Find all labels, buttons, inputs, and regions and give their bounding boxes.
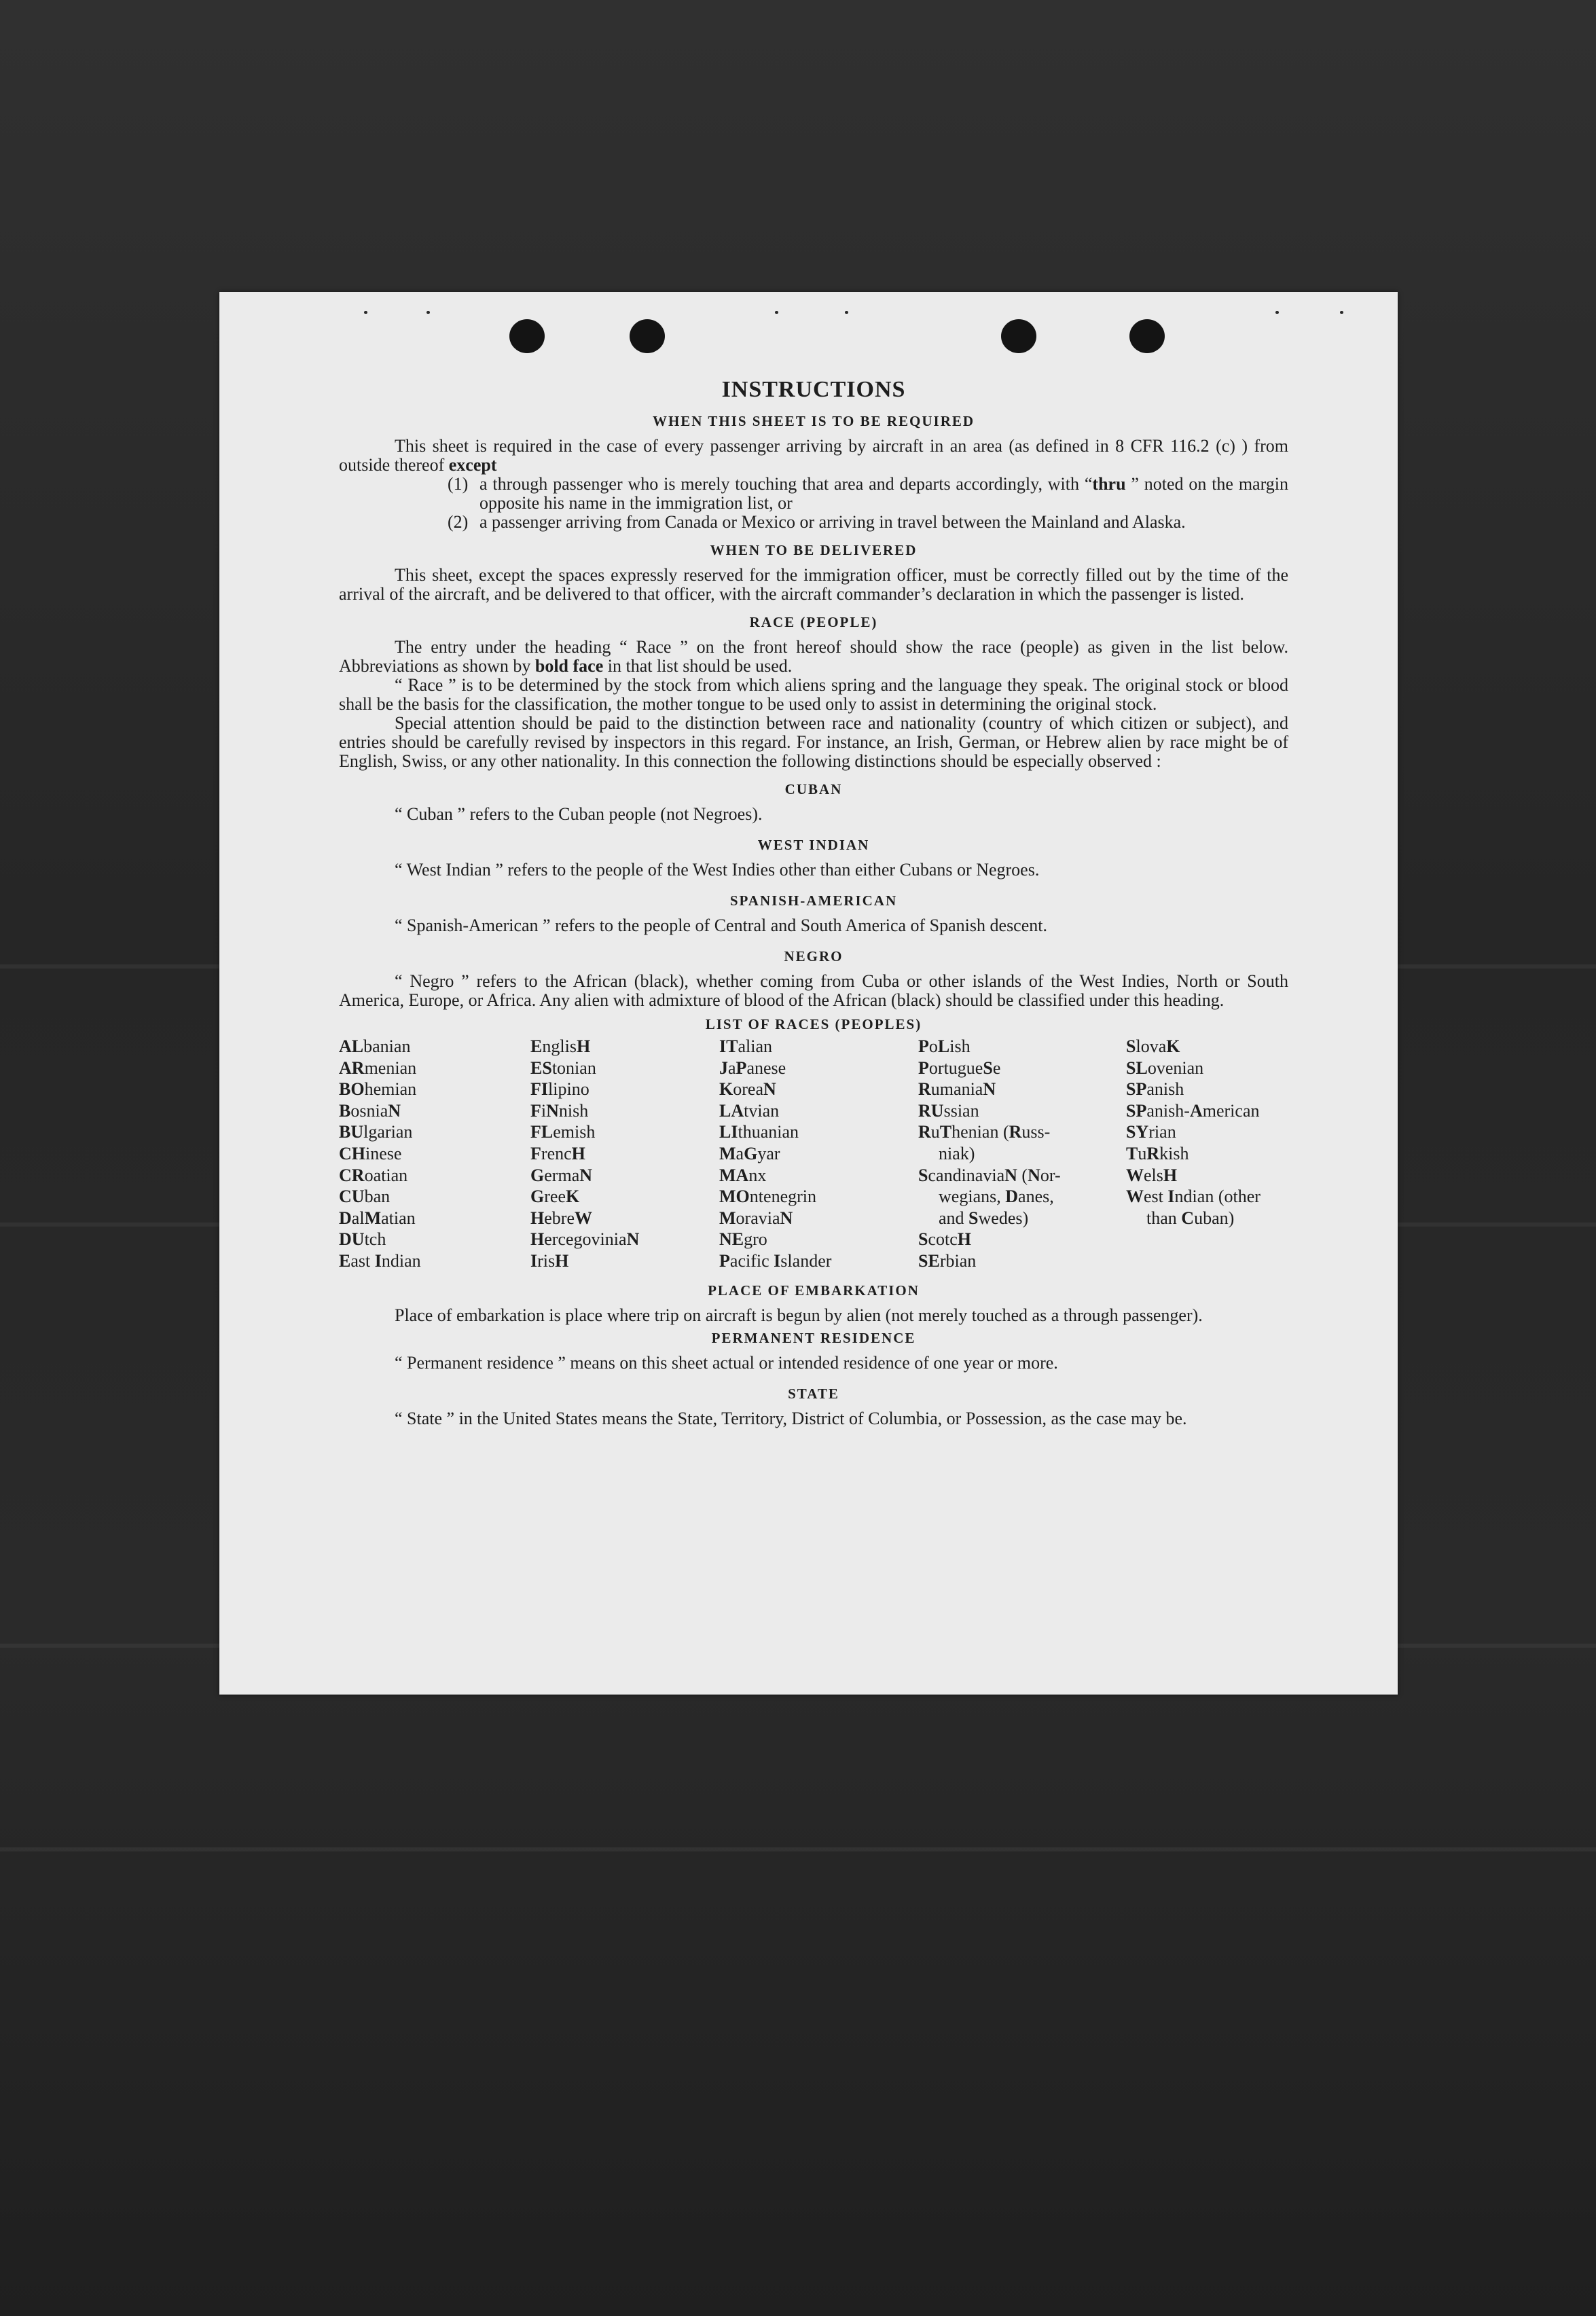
race-entry: GermaN — [530, 1165, 593, 1185]
race-entry: FrencH — [530, 1143, 585, 1163]
race-paragraph-1: The entry under the heading “ Race ” on the front hereof should show the race (people) as given in the list below. Abbreviations as shown by bold face in that list should be used. — [339, 637, 1288, 676]
race-column-1 — [339, 1036, 530, 1272]
race-column-4 — [918, 1036, 1126, 1272]
race-entry: FIlipino — [530, 1079, 590, 1100]
section-heading-residence: PERMANENT RESIDENCE — [711, 1329, 916, 1346]
race-entry: East Indian — [339, 1250, 421, 1271]
state-text: “ State ” in the United States means the State, Territory, District of Columbia, or Possession, as the case may be. — [395, 1408, 1187, 1428]
race-column-3 — [719, 1036, 918, 1272]
race-entry: ScotcH — [918, 1229, 972, 1250]
race-entry: IrisH — [530, 1250, 569, 1271]
race-entry: RuThenian (Russ- — [918, 1122, 1051, 1142]
race-entry: BosniaN — [339, 1100, 401, 1121]
paper-speck — [1275, 311, 1279, 314]
paper-speck — [775, 311, 778, 314]
race-entry: ITalian — [719, 1036, 773, 1056]
race-entry: SLovenian — [1126, 1057, 1204, 1078]
section-heading-race-list: LIST OF RACES (PEOPLES) — [705, 1016, 922, 1032]
punch-hole — [1001, 319, 1036, 353]
embarkation-text: Place of embarkation is place where trip on aircraft is begun by alien (not merely touched as a through passenger). — [395, 1305, 1203, 1325]
exception-number: (2) — [448, 512, 469, 532]
race-entry: Pacific Islander — [719, 1250, 832, 1271]
race-entry: RumaniaN — [918, 1079, 996, 1100]
race-entry: SErbian — [918, 1250, 977, 1271]
race-entry: SPanish — [1126, 1079, 1184, 1100]
race-entry: West Indian (other — [1126, 1187, 1261, 1207]
section-heading-spanish-american: SPANISH-AMERICAN — [729, 892, 898, 909]
punch-hole — [630, 319, 665, 353]
race-entry: LIthuanian — [719, 1122, 799, 1142]
race-entry: ScandinaviaN (Nor- — [918, 1165, 1061, 1185]
race-entry: GreeK — [530, 1187, 580, 1207]
race-entry: LAtvian — [719, 1100, 780, 1121]
race-list — [339, 1036, 1288, 1272]
race-entry: MOntenegrin — [719, 1187, 817, 1207]
section-heading-race: RACE (PEOPLE) — [749, 614, 878, 630]
required-intro — [339, 437, 1288, 475]
paper-speck — [364, 311, 367, 314]
document-page — [219, 292, 1398, 1695]
punch-hole — [1129, 319, 1165, 353]
race-entry: wegians, Danes, — [939, 1187, 1054, 1207]
paper-speck — [427, 311, 430, 314]
race-entry: BUlgarian — [339, 1122, 413, 1142]
race-entry: FiNnish — [530, 1100, 589, 1121]
section-heading-delivered: WHEN TO BE DELIVERED — [710, 542, 918, 558]
section-heading-west-indian: WEST INDIAN — [757, 837, 870, 853]
section-heading-required: WHEN THIS SHEET IS TO BE REQUIRED — [652, 413, 975, 429]
race-entry: RUssian — [918, 1100, 979, 1121]
exception-item-2 — [448, 513, 1288, 532]
paper-speck — [845, 311, 848, 314]
instructions-content — [339, 377, 1288, 1428]
punch-hole — [509, 319, 545, 353]
race-entry: PoLish — [918, 1036, 971, 1056]
race-entry: MaGyar — [719, 1143, 780, 1163]
race-entry: SlovaK — [1126, 1036, 1180, 1056]
race-entry: EnglisH — [530, 1036, 591, 1056]
section-heading-state: STATE — [788, 1385, 839, 1402]
race-entry: HebreW — [530, 1208, 592, 1228]
race-entry: KoreaN — [719, 1079, 776, 1100]
spanish-american-text: “ Spanish-American ” refers to the people of Central and South America of Spanish descent. — [395, 916, 1047, 935]
delivered-text: This sheet, except the spaces expressly reserved for the immigration officer, must be correctly filled out by the time of the arrival of the aircraft, and be delivered to that officer, with the aircraft commander’s declaration in which the passenger is listed. — [339, 565, 1288, 604]
race-paragraph-3: Special attention should be paid to the distinction between race and nationality (country of which citizen or subject), and entries should be carefully revised by inspectors in this regard. For instance, an Irish, German, or Hebrew alien by race might be of English, Swiss, or any other nationality. In this connection the following distinctions should be especially observed : — [339, 713, 1288, 771]
required-intro-bold: except — [448, 455, 497, 475]
negro-text: “ Negro ” refers to the African (black), whether coming from Cuba or other islands of the West Indies, North or South America, Europe, or Africa. Any alien with admixture of blood of the African (black) should be classified under this heading. — [339, 971, 1288, 1010]
race-entry: than Cuban) — [1146, 1208, 1235, 1228]
race-column-5 — [1126, 1036, 1288, 1272]
section-heading-embarkation: PLACE OF EMBARKATION — [708, 1282, 920, 1299]
race-entry: DalMatian — [339, 1208, 416, 1228]
race-entry: DUtch — [339, 1229, 386, 1250]
cuban-text: “ Cuban ” refers to the Cuban people (not Negroes). — [395, 804, 763, 824]
race-entry: niak) — [939, 1143, 975, 1163]
paper-speck — [1340, 311, 1343, 314]
race-entry: BOhemian — [339, 1079, 417, 1100]
race-entry: CHinese — [339, 1143, 402, 1163]
race-entry: EStonian — [530, 1057, 596, 1078]
race-entry: FLemish — [530, 1122, 596, 1142]
section-heading-cuban: CUBAN — [784, 781, 843, 797]
race-paragraph-2: “ Race ” is to be determined by the stock from which aliens spring and the language they speak. The original stock or blood shall be the basis for the classification, the mother tongue to be used only to assist in determining the original stock. — [339, 675, 1288, 714]
race-entry: and Swedes) — [939, 1208, 1029, 1228]
section-heading-negro: NEGRO — [784, 948, 844, 964]
required-intro-text: This sheet is required in the case of every passenger arriving by aircraft in an area (as defined in 8 CFR 116.2 (c) ) from outside thereof — [339, 436, 1288, 475]
race-entry: NEgro — [719, 1229, 767, 1250]
race-entry: MoraviaN — [719, 1208, 793, 1228]
page-title: INSTRUCTIONS — [721, 377, 906, 402]
race-entry: ALbanian — [339, 1036, 411, 1056]
race-entry: SYrian — [1126, 1122, 1176, 1142]
west-indian-text: “ West Indian ” refers to the people of the West Indies other than either Cubans or Negroes. — [395, 860, 1040, 880]
race-column-2 — [530, 1036, 719, 1272]
exception-number: (1) — [448, 474, 469, 494]
race-entry: ARmenian — [339, 1057, 417, 1078]
exception-text: a through passenger who is merely touching that area and departs accordingly, with “thru ” noted on the margin opposite his name in the immigration list, or — [479, 474, 1288, 513]
residence-text: “ Permanent residence ” means on this sheet actual or intended residence of one year or more. — [395, 1352, 1058, 1373]
race-entry: MAnx — [719, 1165, 767, 1185]
race-entry: HercegoviniaN — [530, 1229, 640, 1250]
race-entry: SPanish-American — [1126, 1100, 1260, 1121]
race-entry: CRoatian — [339, 1165, 408, 1185]
race-entry: WelsH — [1126, 1165, 1178, 1185]
race-entry: JaPanese — [719, 1057, 786, 1078]
race-entry: TuRkish — [1126, 1143, 1189, 1163]
race-entry: PortugueSe — [918, 1057, 1001, 1078]
exception-item-1 — [448, 475, 1288, 513]
exception-text: a passenger arriving from Canada or Mexico or arriving in travel between the Mainland and Alaska. — [479, 512, 1186, 532]
race-entry: CUban — [339, 1187, 391, 1207]
